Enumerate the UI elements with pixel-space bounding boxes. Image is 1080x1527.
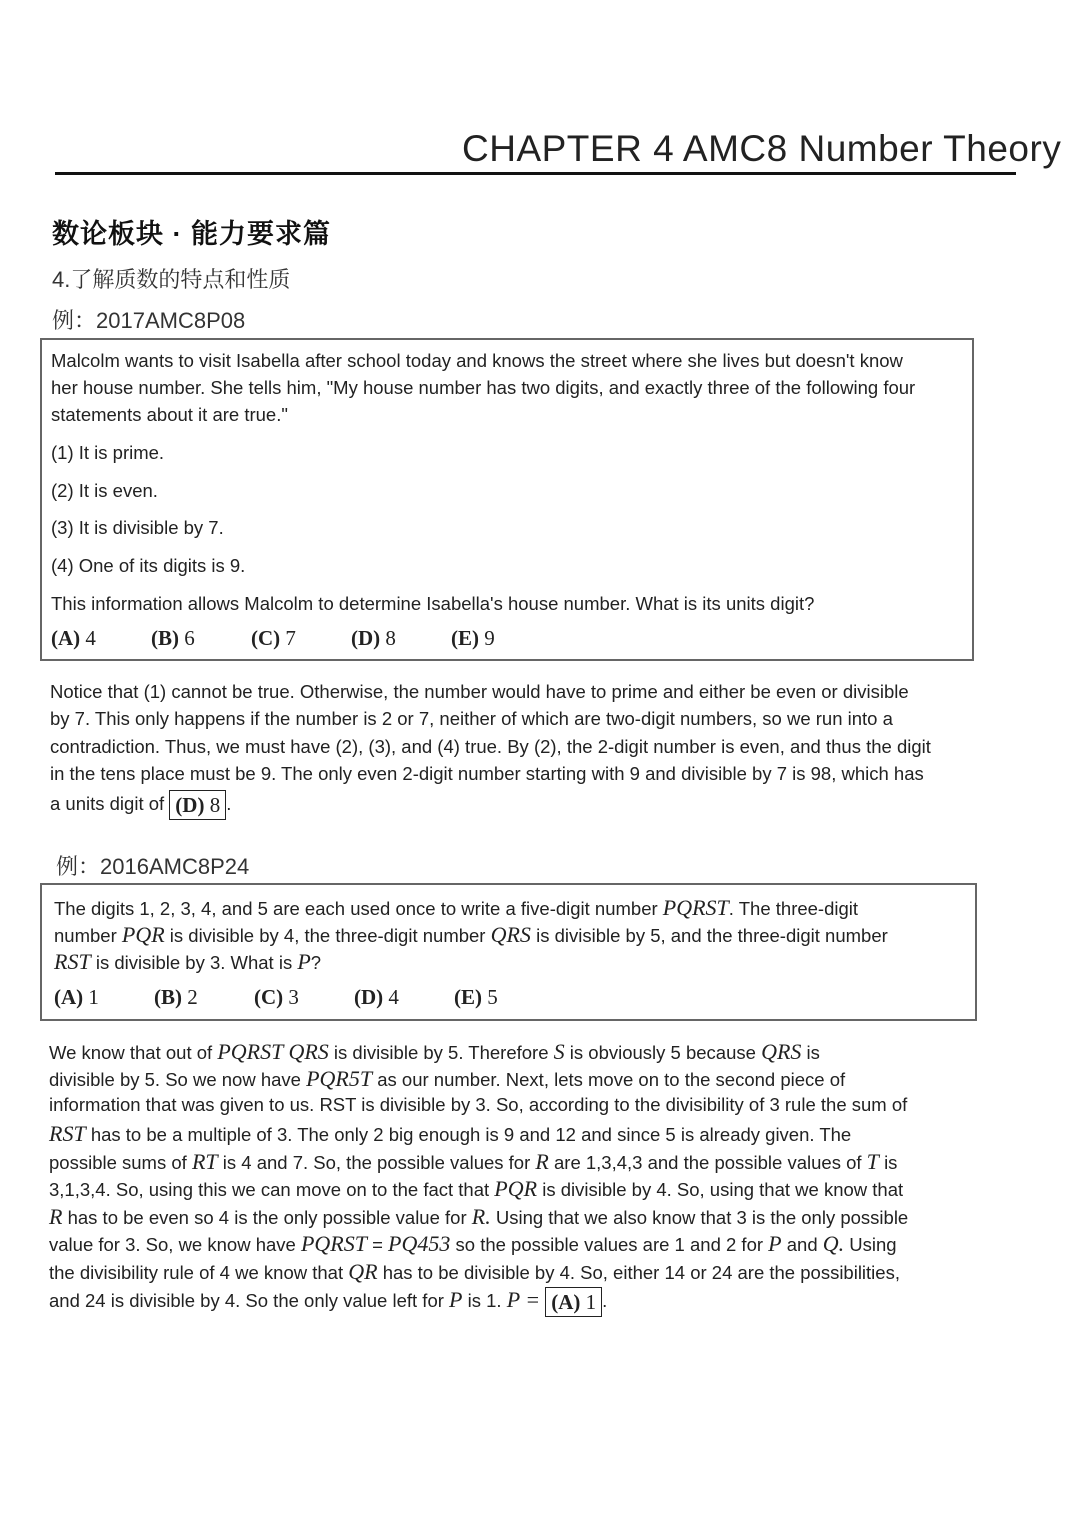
solution-final-line: and 24 is divisible by 4. So the only value left for P is 1. P = (A) 1 .: [49, 1287, 607, 1317]
chapter-divider: [55, 172, 1016, 175]
problem-line: statements about it are true.": [51, 404, 288, 425]
solution-line: in the tens place must be 9. The only even 2-digit number starting with 9 and divisible by 7 is 98, which has: [50, 763, 924, 784]
chapter-title: CHAPTER 4 AMC8 Number Theory: [462, 128, 1062, 169]
solution-line: information that was given to us. RST is divisible by 3. So, according to the divisibility of 3 rule the sum of: [49, 1094, 908, 1115]
statement-3: (3) It is divisible by 7.: [51, 517, 224, 538]
solution-line: R has to be even so 4 is the only possible value for R. Using that we also know that 3 is the only possible: [49, 1204, 909, 1229]
solution-line: divisible by 5. So we now have PQR5T as our number. Next, lets move on to the second piece of: [49, 1066, 846, 1091]
problem-line: RST is divisible by 3. What is P?: [54, 949, 322, 974]
example2-label: 例：2016AMC8P24: [56, 854, 250, 879]
answer-box: (A) 1: [545, 1287, 602, 1317]
solution-line: the divisibility rule of 4 we know that QR has to be divisible by 4. So, either 14 or 24 are the possibilities,: [49, 1259, 900, 1284]
section-title: 数论板块 · 能力要求篇: [52, 219, 331, 249]
answer-options: [51, 626, 551, 651]
solution-line: We know that out of PQRST QRS is divisible by 5. Therefore S is obviously 5 because QRS is: [49, 1039, 820, 1064]
option-c: (C) 3: [254, 985, 299, 1009]
solution-line: by 7. This only happens if the number is 2 or 7, neither of which are two-digit numbers, so we run into a: [50, 708, 893, 729]
statement-4: (4) One of its digits is 9.: [51, 555, 246, 576]
solution-line: contradiction. Thus, we must have (2), (3), and (4) true. By (2), the 2-digit number is even, and thus the digit: [50, 736, 931, 757]
question-text: This information allows Malcolm to determine Isabella's house number. What is its units digit?: [51, 593, 815, 614]
solution-final-line: a units digit of (D) 8 .: [50, 790, 231, 820]
example1-problem-box: [40, 338, 974, 661]
option-e: (E) 5: [454, 985, 498, 1009]
statement-2: (2) It is even.: [51, 480, 158, 501]
option-a: (A) 4: [51, 626, 96, 650]
solution-line: RST has to be a multiple of 3. The only 2 big enough is 9 and 12 and since 5 is already given. The: [49, 1121, 852, 1146]
example1-label: 例：2017AMC8P08: [52, 308, 246, 333]
option-c: (C) 7: [251, 626, 296, 650]
solution-line: value for 3. So, we know have PQRST = PQ453 so the possible values are 1 and 2 for P and Q. Using: [49, 1231, 897, 1256]
problem-line: her house number. She tells him, "My house number has two digits, and exactly three of the following four: [51, 377, 916, 398]
problem-line: The digits 1, 2, 3, 4, and 5 are each used once to write a five-digit number PQRST. The three-digit: [54, 895, 859, 920]
statement-1: (1) It is prime.: [51, 442, 165, 463]
option-b: (B) 2: [154, 985, 198, 1009]
solution-line: Notice that (1) cannot be true. Otherwise, the number would have to prime and either be even or divisible: [50, 681, 909, 702]
option-e: (E) 9: [451, 626, 495, 650]
option-d: (D) 4: [354, 985, 399, 1009]
answer-box: (D) 8: [169, 790, 226, 820]
option-d: (D) 8: [351, 626, 396, 650]
example2-problem-box: [40, 883, 977, 1021]
answer-options: [54, 985, 554, 1010]
topic-heading: 4.了解质数的特点和性质: [52, 267, 291, 292]
solution-line: 3,1,3,4. So, using this we can move on to the fact that PQR is divisible by 4. So, using that we know that: [49, 1176, 904, 1201]
option-a: (A) 1: [54, 985, 99, 1009]
option-b: (B) 6: [151, 626, 195, 650]
problem-line: Malcolm wants to visit Isabella after school today and knows the street where she lives but doesn't know: [51, 350, 903, 371]
problem-line: number PQR is divisible by 4, the three-digit number QRS is divisible by 5, and the three-digit number: [54, 922, 888, 947]
solution-line: possible sums of RT is 4 and 7. So, the possible values for R are 1,3,4,3 and the possible values of T is: [49, 1149, 898, 1174]
